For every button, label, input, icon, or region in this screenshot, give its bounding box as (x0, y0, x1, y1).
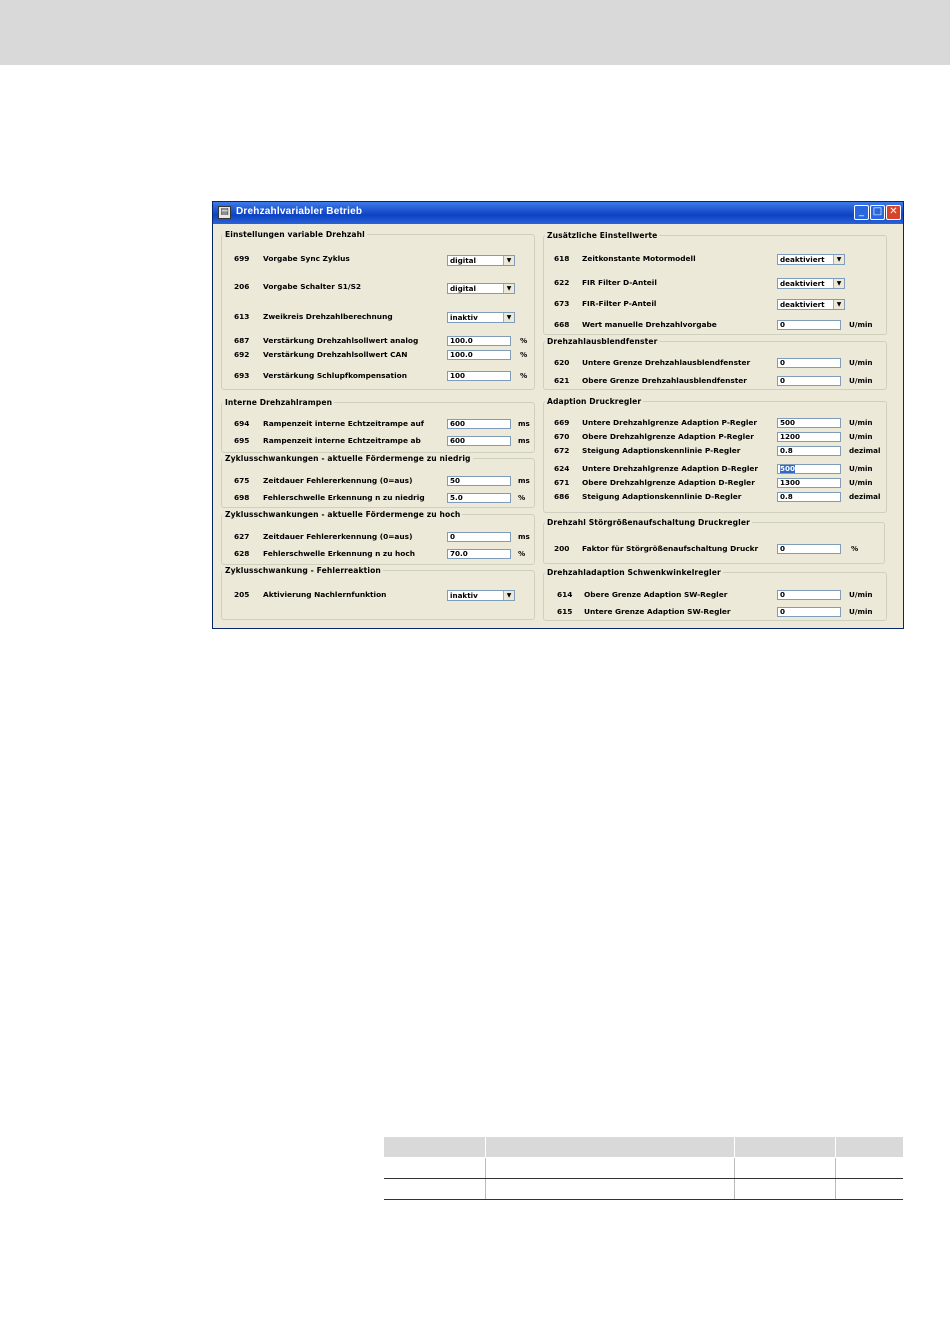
param-number: 613 (234, 312, 250, 321)
group-title: Zusätzliche Einstellwerte (547, 231, 658, 240)
unit-label: dezimal (849, 446, 881, 455)
unit-label: ms (518, 436, 530, 445)
param-label: Rampenzeit interne Echtzeitrampe ab (263, 436, 421, 445)
select-value: inaktiv (450, 313, 478, 322)
error-duration-low-input[interactable]: 50 (447, 476, 511, 486)
switch-s1s2-select[interactable] (447, 283, 515, 294)
param-number: 686 (554, 492, 570, 501)
fir-p-select[interactable] (777, 299, 845, 310)
unit-label: U/min (849, 590, 873, 599)
param-number: 618 (554, 254, 570, 263)
blanking-upper-input[interactable]: 0 (777, 376, 841, 386)
param-number: 620 (554, 358, 570, 367)
group-additional-settings (543, 231, 887, 335)
param-number: 205 (234, 590, 250, 599)
param-label: FIR-Filter P-Anteil (582, 299, 657, 308)
chevron-down-icon[interactable]: ▼ (503, 313, 514, 322)
title-bar[interactable] (213, 202, 903, 224)
unit-label: dezimal (849, 492, 881, 501)
select-value: deaktiviert (780, 279, 825, 288)
group-pressure-adaption (543, 397, 887, 513)
group-swivel-angle-adaption (543, 568, 887, 621)
unit-label: % (520, 371, 528, 380)
unit-label: % (518, 493, 526, 502)
param-number: 622 (554, 278, 570, 287)
param-label: Verstärkung Drehzahlsollwert CAN (263, 350, 408, 359)
param-label: Obere Grenze Drehzahlausblendfenster (582, 376, 747, 385)
param-label: Faktor für Störgrößenaufschaltung Druckr (582, 544, 759, 553)
param-label: Steigung Adaptionskennlinie D-Regler (582, 492, 742, 501)
error-threshold-high-input[interactable]: 70.0 (447, 549, 511, 559)
ramp-down-input[interactable]: 600 (447, 436, 511, 446)
p-slope-input[interactable]: 0.8 (777, 446, 841, 456)
param-number: 670 (554, 432, 570, 441)
maximize-button[interactable]: □ (870, 205, 885, 220)
param-number: 693 (234, 371, 250, 380)
param-label: Zeitdauer Fehlererkennung (0=aus) (263, 532, 413, 541)
group-disturbance-feedforward (543, 518, 885, 564)
group-title: Zyklusschwankungen - aktuelle Fördermenge zu hoch (225, 510, 461, 519)
settings-window (212, 201, 904, 629)
fir-d-select[interactable] (777, 278, 845, 289)
d-lower-input[interactable] (777, 464, 841, 474)
param-label: Vorgabe Schalter S1/S2 (263, 282, 362, 291)
param-number: 669 (554, 418, 570, 427)
unit-label: % (851, 544, 859, 553)
param-label: Untere Grenze Adaption SW-Regler (584, 607, 731, 616)
group-cycle-high (221, 510, 535, 565)
close-button[interactable]: ✕ (886, 205, 901, 220)
param-label: FIR Filter D-Anteil (582, 278, 657, 287)
ramp-up-input[interactable]: 600 (447, 419, 511, 429)
gain-analog-input[interactable]: 100.0 (447, 336, 511, 346)
param-label: Obere Drehzahlgrenze Adaption P-Regler (582, 432, 754, 441)
p-upper-input[interactable]: 1200 (777, 432, 841, 442)
sw-lower-input[interactable]: 0 (777, 607, 841, 617)
param-label: Verstärkung Schlupfkompensation (263, 371, 407, 380)
chevron-down-icon[interactable]: ▼ (833, 300, 844, 309)
param-number: 668 (554, 320, 570, 329)
param-label: Untere Drehzahlgrenze Adaption P-Regler (582, 418, 758, 427)
chevron-down-icon[interactable]: ▼ (503, 591, 514, 600)
param-label: Zeitkonstante Motormodell (582, 254, 696, 263)
relearn-select[interactable] (447, 590, 515, 601)
table-header-row (384, 1137, 903, 1158)
group-cycle-low (221, 454, 535, 508)
param-number: 627 (234, 532, 250, 541)
group-title: Adaption Druckregler (547, 397, 642, 406)
error-duration-high-input[interactable]: 0 (447, 532, 511, 542)
param-label: Fehlerschwelle Erkennung n zu hoch (263, 549, 416, 558)
unit-label: U/min (849, 418, 873, 427)
param-number: 671 (554, 478, 570, 487)
unit-label: U/min (849, 320, 873, 329)
param-label: Rampenzeit interne Echtzeitrampe auf (263, 419, 425, 428)
param-number: 624 (554, 464, 570, 473)
param-label: Zeitdauer Fehlererkennung (0=aus) (263, 476, 413, 485)
param-number: 675 (234, 476, 250, 485)
unit-label: U/min (849, 358, 873, 367)
gain-can-input[interactable]: 100.0 (447, 350, 511, 360)
error-threshold-low-input[interactable]: 5.0 (447, 493, 511, 503)
unit-label: ms (518, 419, 530, 428)
group-title: Drehzahl Störgrößenaufschaltung Druckregler (547, 518, 750, 527)
page-header-band (0, 0, 950, 65)
unit-label: U/min (849, 607, 873, 616)
param-label: Fehlerschwelle Erkennung n zu niedrig (263, 493, 425, 502)
param-label: Zweikreis Drehzahlberechnung (263, 312, 393, 321)
select-value: digital (450, 284, 476, 293)
minimize-button[interactable]: _ (854, 205, 869, 220)
group-title: Zyklusschwankung - Fehlerreaktion (225, 566, 381, 575)
selected-value: 500 (780, 464, 796, 473)
dual-circuit-select[interactable] (447, 312, 515, 323)
param-label: Untere Drehzahlgrenze Adaption D-Regler (582, 464, 759, 473)
table-row (384, 1158, 903, 1179)
param-number: 615 (557, 607, 573, 616)
group-title: Drehzahlausblendfenster (547, 337, 658, 346)
chevron-down-icon[interactable]: ▼ (503, 284, 514, 293)
select-value: inaktiv (450, 591, 478, 600)
chevron-down-icon[interactable]: ▼ (833, 279, 844, 288)
param-number: 614 (557, 590, 573, 599)
group-variable-speed (221, 230, 535, 390)
manual-speed-input[interactable]: 0 (777, 320, 841, 330)
param-label: Vorgabe Sync Zyklus (263, 254, 350, 263)
select-value: deaktiviert (780, 300, 825, 309)
param-number: 621 (554, 376, 570, 385)
select-value: deaktiviert (780, 255, 825, 264)
group-error-reaction (221, 566, 535, 620)
unit-label: U/min (849, 478, 873, 487)
footer-table (384, 1137, 903, 1200)
chevron-down-icon[interactable]: ▼ (833, 255, 844, 264)
sync-cycle-select[interactable] (447, 255, 515, 266)
chevron-down-icon[interactable]: ▼ (503, 256, 514, 265)
param-number: 687 (234, 336, 250, 345)
app-window-icon[interactable]: ▤ (218, 206, 231, 219)
param-label: Aktivierung Nachlernfunktion (263, 590, 387, 599)
group-internal-ramps (221, 398, 535, 453)
d-slope-input[interactable]: 0.8 (777, 492, 841, 502)
param-number: 692 (234, 350, 250, 359)
param-number: 699 (234, 254, 250, 263)
d-upper-input[interactable]: 1300 (777, 478, 841, 488)
unit-label: % (518, 549, 526, 558)
param-label: Obere Grenze Adaption SW-Regler (584, 590, 728, 599)
unit-label: U/min (849, 432, 873, 441)
group-title: Drehzahladaption Schwenkwinkelregler (547, 568, 721, 577)
unit-label: U/min (849, 464, 873, 473)
param-label: Wert manuelle Drehzahlvorgabe (582, 320, 717, 329)
group-title: Zyklusschwankungen - aktuelle Fördermenge zu niedrig (225, 454, 471, 463)
param-label: Verstärkung Drehzahlsollwert analog (263, 336, 419, 345)
table-row (384, 1179, 903, 1200)
feedforward-factor-input[interactable]: 0 (777, 544, 841, 554)
slip-compensation-input[interactable]: 100 (447, 371, 511, 381)
param-label: Steigung Adaptionskennlinie P-Regler (582, 446, 741, 455)
unit-label: % (520, 336, 528, 345)
param-number: 628 (234, 549, 250, 558)
param-label: Obere Drehzahlgrenze Adaption D-Regler (582, 478, 755, 487)
p-lower-input[interactable]: 500 (777, 418, 841, 428)
unit-label: ms (518, 476, 530, 485)
unit-label: ms (518, 532, 530, 541)
param-number: 695 (234, 436, 250, 445)
param-number: 206 (234, 282, 250, 291)
param-number: 698 (234, 493, 250, 502)
motor-time-constant-select[interactable] (777, 254, 845, 265)
unit-label: U/min (849, 376, 873, 385)
group-title: Interne Drehzahlrampen (225, 398, 333, 407)
param-number: 200 (554, 544, 570, 553)
param-label: Untere Grenze Drehzahlausblendfenster (582, 358, 751, 367)
unit-label: % (520, 350, 528, 359)
param-number: 672 (554, 446, 570, 455)
group-title: Einstellungen variable Drehzahl (225, 230, 365, 239)
blanking-lower-input[interactable]: 0 (777, 358, 841, 368)
group-speed-blanking (543, 337, 887, 390)
param-number: 694 (234, 419, 250, 428)
sw-upper-input[interactable]: 0 (777, 590, 841, 600)
param-number: 673 (554, 299, 570, 308)
select-value: digital (450, 256, 476, 265)
window-title: Drehzahlvariabler Betrieb (236, 206, 363, 217)
